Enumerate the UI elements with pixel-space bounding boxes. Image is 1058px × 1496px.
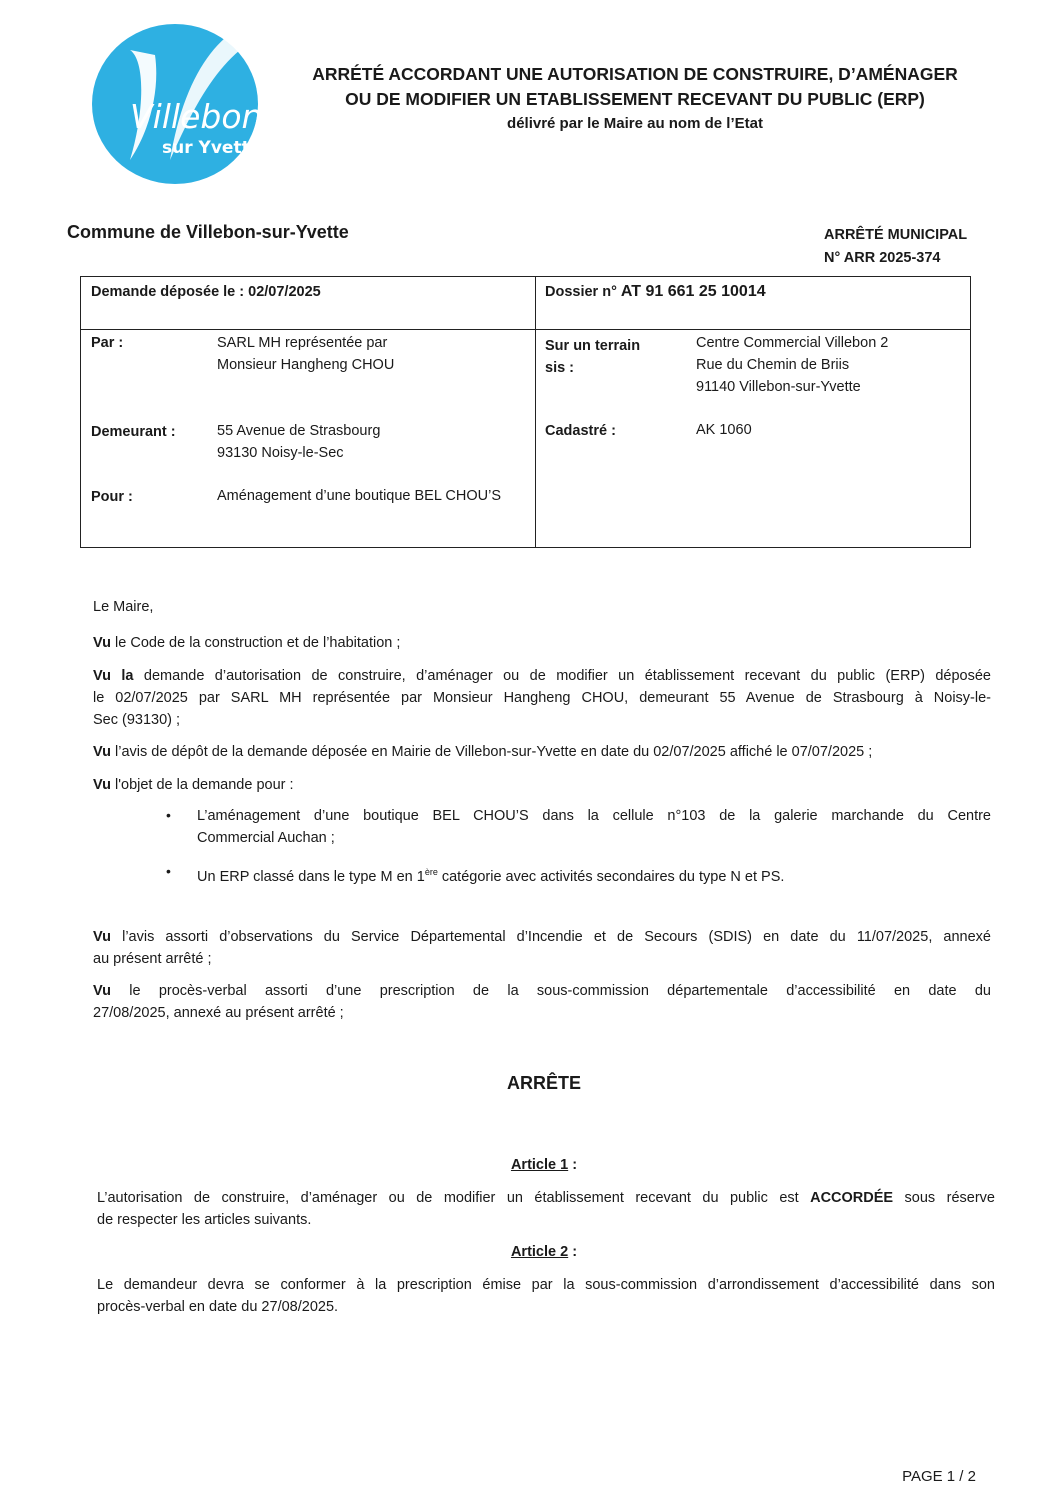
table-divider-horizontal [80,329,971,330]
document-title [290,62,980,136]
vu5-line-1: l’avis assorti d’observations du Service Départemental d’Incendie et de Secours (SDIS) en date du 11/07/2025, annexé [122,929,991,945]
article-2-colon: : [568,1244,578,1260]
vu-paragraph-2 [93,665,991,731]
pour-label: Pour : [91,489,133,505]
article-1-title [0,1157,1058,1173]
deposee-value: 02/07/2025 [248,284,321,300]
bullet-item-2 [197,861,784,888]
article-1-line-2: de respecter les articles suivants. [97,1212,312,1228]
vu-paragraph-4 [93,774,294,796]
vu1-text: le Code de la construction et de l’habitation ; [115,635,401,651]
bullet2-text-a: Un ERP classé dans le type M en 1 [197,868,425,885]
par-value-line-1: SARL MH représentée par [217,335,388,351]
bullet-dot-2: • [166,863,171,879]
terrain-value-line-2: Rue du Chemin de Briis [696,357,850,373]
vu5-keyword: Vu [93,929,111,945]
table-divider-vertical [535,276,536,548]
vu-paragraph-5 [93,926,991,970]
commune-name: Commune de Villebon-sur-Yvette [67,222,349,242]
demeurant-value [217,420,380,464]
vu3-text: l’avis de dépôt de la demande déposée en Mairie de Villebon-sur-Yvette en date du 02/07/2025 affiché le 07/07/2025 ; [115,744,873,760]
deposee-field [91,284,321,300]
vu4-text: l'objet de la demande pour : [115,777,294,793]
vu6-keyword: Vu [93,983,111,999]
title-line-1: ARRÉTÉ ACCORDANT UNE AUTORISATION DE CONSTRUIRE, D’AMÉNAGER [312,64,958,84]
vu2-keyword: Vu la [93,668,134,684]
vu5-line-2: au présent arrêté ; [93,951,212,967]
deposee-label: Demande déposée le : [91,284,245,300]
vu-paragraph-1 [93,632,400,654]
article-1-text-a: L’autorisation de construire, d’aménager ou de modifier un établissement recevant du public est [97,1190,811,1206]
vu-paragraph-3 [93,741,872,763]
vu2-line-1: demande d’autorisation de construire, d’aménager ou de modifier un établissement recevant du public (ERP) déposée [143,668,991,684]
vu2-line-2: le 02/07/2025 par SARL MH représentée par Monsieur Hangheng CHOU, demeurant 55 Avenue de Strasbourg à Noisy-le- [93,690,991,706]
bullet-dot-1: • [166,807,171,823]
article-2-label: Article 2 [510,1244,569,1260]
logo-word-sur-yvette: sur Yvette [162,138,260,158]
par-label: Par : [91,335,124,351]
article-1-label: Article 1 [510,1157,569,1173]
article-1-accordee: ACCORDÉE [810,1190,894,1206]
bullet1-line-1: L’aménagement d’une boutique BEL CHOU’S dans la cellule n°103 de la galerie marchande du Centre [197,808,991,824]
terrain-value-line-1: Centre Commercial Villebon 2 [696,335,889,351]
bullet2-superscript: ère [424,867,438,877]
article-1-body [97,1187,995,1231]
vu3-keyword: Vu [93,744,111,760]
pour-value: Aménagement d’une boutique BEL CHOU’S [217,488,501,504]
cadastre-value: AK 1060 [696,422,752,438]
arrete-municipal-label: ARRÊTÉ MUNICIPAL [824,227,968,243]
cadastre-label: Cadastré : [545,423,616,439]
arrete-municipal-block [824,224,967,270]
title-line-2: OU DE MODIFIER UN ETABLISSEMENT RECEVANT DU PUBLIC (ERP) [345,89,925,109]
villebon-logo [90,20,260,185]
page-number: PAGE 1 / 2 [902,1468,976,1485]
arrete-municipal-number: N° ARR 2025-374 [824,250,941,266]
article-2-body [97,1274,995,1318]
article-1-text-b: sous réserve [893,1190,995,1206]
le-maire: Le Maire, [93,599,154,615]
demeurant-label: Demeurant : [91,424,176,440]
dossier-label: Dossier n° [545,284,617,300]
article-2-line-2: procès-verbal en date du 27/08/2025. [97,1299,339,1315]
dossier-field [545,283,766,301]
demeurant-value-line-1: 55 Avenue de Strasbourg [217,423,381,439]
vu4-keyword: Vu [93,777,111,793]
par-value-line-2: Monsieur Hangheng CHOU [217,357,395,373]
request-info-table [80,276,971,548]
vu6-line-1: le procès-verbal assorti d’une prescription de la sous-commission départementale d’accessibilité en date du [129,983,991,999]
vu-keyword: Vu [93,635,111,651]
bullet-item-1 [197,805,991,849]
terrain-value [696,332,888,398]
logo-word-villebon: Villebon [130,97,260,136]
article-2-title [0,1244,1058,1260]
article-2-line-1: Le demandeur devra se conformer à la prescription émise par la sous-commission d’arrondissement d’accessibilité dans son [97,1277,995,1293]
article-1-colon: : [568,1157,578,1173]
terrain-label [545,335,640,379]
vu-paragraph-6 [93,980,991,1024]
bullet2-text-b: catégorie avec activités secondaires du type N et PS. [437,868,785,885]
arrete-heading: ARRÊTE [506,1073,581,1093]
terrain-label-line-2: sis : [545,360,575,376]
demeurant-value-line-2: 93130 Noisy-le-Sec [217,445,344,461]
title-subtitle: délivré par le Maire au nom de l’Etat [507,115,763,132]
bullet1-line-2: Commercial Auchan ; [197,830,335,846]
dossier-value: AT 91 661 25 10014 [620,283,766,300]
par-value [217,332,394,376]
vu2-line-3: Sec (93130) ; [93,712,181,728]
vu6-line-2: 27/08/2025, annexé au présent arrêté ; [93,1005,344,1021]
terrain-value-line-3: 91140 Villebon-sur-Yvette [696,379,861,395]
terrain-label-line-1: Sur un terrain [545,338,641,354]
